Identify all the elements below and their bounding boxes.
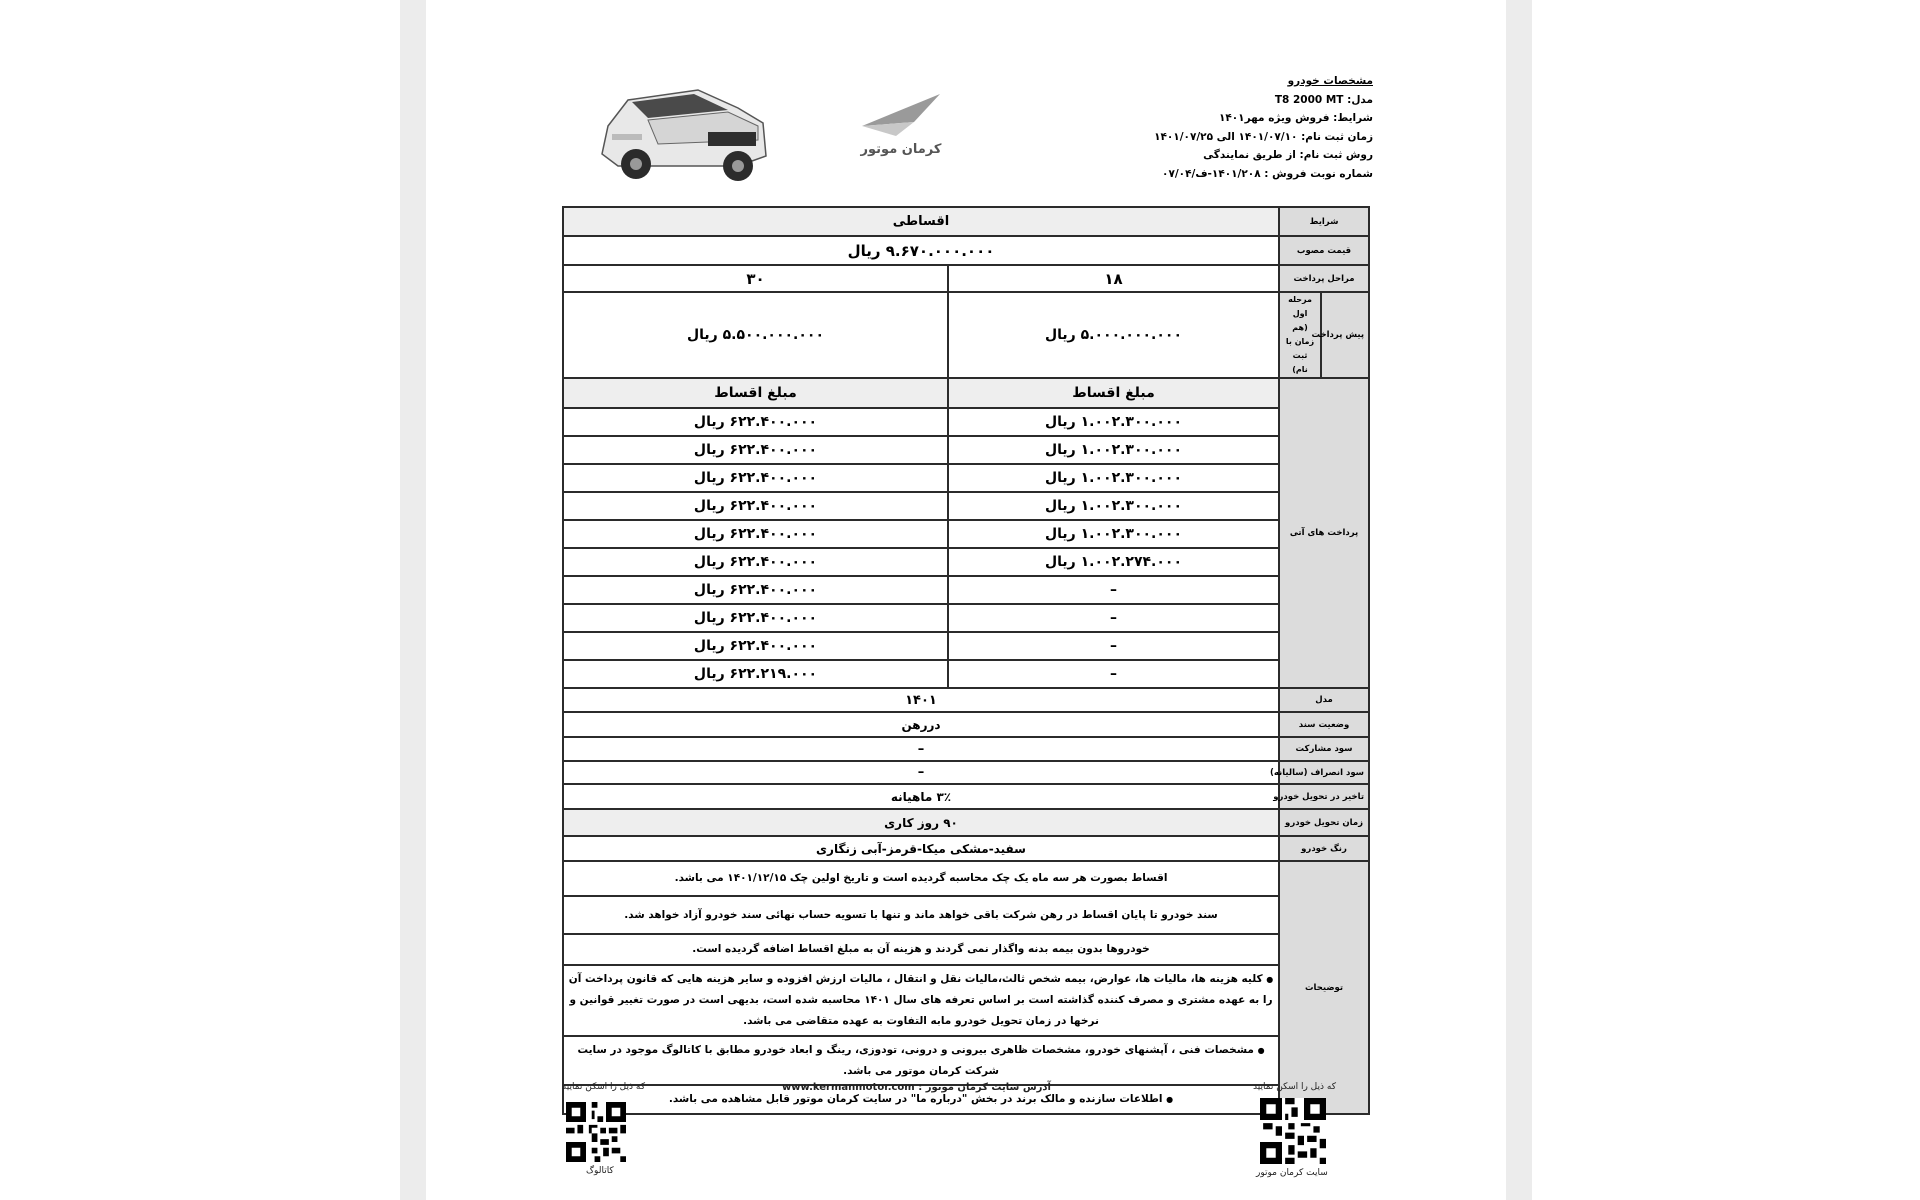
installment-18-cell: ۱.۰۰۲.۳۰۰.۰۰۰ ریال [948, 492, 1279, 520]
future-payments-label: پرداخت های آتی [1279, 378, 1369, 688]
delivery-time-label: زمان تحویل خودرو [1279, 809, 1369, 836]
installment-30-cell: ۶۲۲.۴۰۰.۰۰۰ ریال [563, 492, 948, 520]
table-row [563, 861, 1369, 896]
installment-header-30: مبلغ اقساط [563, 378, 948, 408]
website-url[interactable]: www.kermanmotor.com [782, 1082, 915, 1093]
table-row [563, 292, 1369, 378]
table-row [563, 809, 1369, 836]
table-row [563, 632, 1369, 660]
website-label: آدرس سایت کرمان موتور : [918, 1082, 1051, 1093]
note-text: اطلاعات سازنده و مالک برند در بخش "درباره ما" در سایت کرمان موتور قابل مشاهده می باشد. [668, 1093, 1163, 1105]
pickup-truck-image [588, 78, 778, 186]
note-item-bulleted [563, 965, 1279, 1036]
approved-price-label: قیمت مصوب [1279, 236, 1369, 265]
table-row [563, 784, 1369, 809]
car-color-value: سفید-مشکی میکا-قرمز-آبی زنگاری [563, 836, 1279, 861]
delivery-delay-label: تاخیر در تحویل خودرو [1279, 784, 1369, 809]
installment-30-cell: ۶۲۲.۴۰۰.۰۰۰ ریال [563, 464, 948, 492]
partnership-profit-value: – [563, 737, 1279, 761]
table-row [563, 207, 1369, 236]
table-row [563, 408, 1369, 436]
note-text: کلیه هزینه ها، مالیات ها، عوارض، بیمه شخص ثالث،مالیات نقل و انتقال ، مالیات ارزش افزوده و سایر هزینه هایی که قانون پرداخت آن را به عهده مشتری و مصرف کننده گذاشته است بر اساس تعرفه های سال ۱۴۰۱ محاسبه شده است، بدیهی است در صورت تغییر قوانین و نرخها در زمان تحویل خودرو مابه التفاوت به عهده متقاضی می باشد. [568, 973, 1273, 1027]
delivery-time-value: ۹۰ روز کاری [563, 809, 1279, 836]
table-row [563, 520, 1369, 548]
bullet-icon: ● [1257, 1045, 1265, 1055]
note-item: اقساط بصورت هر سه ماه یک چک محاسبه گردیده است و تاریخ اولین چک ۱۴۰۱/۱۲/۱۵ می باشد. [563, 861, 1279, 896]
car-color-label: رنگ خودرو [1279, 836, 1369, 861]
document-status-label: وضعیت سند [1279, 712, 1369, 737]
table-row [563, 604, 1369, 632]
note-item-bulleted [563, 1036, 1279, 1085]
site-qr-code-icon [1260, 1098, 1326, 1164]
conditions-label: شرایط [1279, 207, 1369, 236]
document-status-value: دررهن [563, 712, 1279, 737]
installment-18-cell: – [948, 632, 1279, 660]
table-row [563, 464, 1369, 492]
installment-30-cell: ۶۲۲.۴۰۰.۰۰۰ ریال [563, 604, 948, 632]
price-list-document [426, 0, 1506, 1200]
table-row [563, 737, 1369, 761]
prepayment-18-value: ۵.۰۰۰.۰۰۰.۰۰۰ ریال [948, 292, 1279, 378]
installment-30-cell: ۶۲۲.۴۰۰.۰۰۰ ریال [563, 632, 948, 660]
table-row [563, 688, 1369, 712]
table-row [563, 576, 1369, 604]
model-year-label: مدل [1279, 688, 1369, 712]
installment-18-cell: ۱.۰۰۲.۳۰۰.۰۰۰ ریال [948, 408, 1279, 436]
site-scan-caption: که ذیل را اسکن نمایید [1253, 1082, 1336, 1092]
cancellation-profit-label: سود انصراف (سالیانه) [1279, 761, 1369, 784]
partnership-profit-label: سود مشارکت [1279, 737, 1369, 761]
conditions-value: اقساطی [563, 207, 1279, 236]
note-item: خودروها بدون بیمه بدنه واگذار نمی گردند و هزینه آن به مبلغ اقساط اضافه گردیده است. [563, 934, 1279, 965]
table-row [563, 1036, 1369, 1085]
table-row [563, 965, 1369, 1036]
table-row [563, 492, 1369, 520]
logo-mark-icon [856, 90, 946, 140]
installment-18-cell: – [948, 604, 1279, 632]
table-row [563, 712, 1369, 737]
installment-30-cell: ۶۲۲.۲۱۹.۰۰۰ ریال [563, 660, 948, 688]
installment-30-cell: ۶۲۲.۴۰۰.۰۰۰ ریال [563, 520, 948, 548]
bullet-icon: ● [1266, 975, 1274, 984]
prepayment-30-value: ۵.۵۰۰.۰۰۰.۰۰۰ ریال [563, 292, 948, 378]
table-row [563, 265, 1369, 292]
right-margin-strip [1506, 0, 1532, 1200]
notes-label: توضیحات [1279, 861, 1369, 1114]
specs-title: مشخصات خودرو [1287, 75, 1373, 87]
installment-18-cell: ۱.۰۰۲.۳۰۰.۰۰۰ ریال [948, 436, 1279, 464]
note-item: سند خودرو تا پایان اقساط در رهن شرکت باقی خواهد ماند و تنها با تسویه حساب نهائی سند خودرو آزاد خواهد شد. [563, 896, 1279, 934]
specs-sale-number-line: شماره نوبت فروش : ۱۴۰۱/۲۰۸-ف/۰۷/۰۴ [1162, 167, 1373, 180]
model-year-value: ۱۴۰۱ [563, 688, 1279, 712]
installment-18-cell: ۱.۰۰۲.۳۰۰.۰۰۰ ریال [948, 464, 1279, 492]
note-text: مشخصات فنی ، آپشنهای خودرو، مشخصات ظاهری بیرونی و درونی، تودوزی، رینگ و ابعاد خودرو مطابق با کاتالوگ موجود در سایت شرکت کرمان موتور می باشد. [577, 1043, 1254, 1077]
left-margin-strip [400, 0, 426, 1200]
website-address [782, 1082, 1051, 1093]
kerman-motor-logo [856, 90, 946, 166]
installment-30-cell: ۶۲۲.۴۰۰.۰۰۰ ریال [563, 548, 948, 576]
installment-header-18: مبلغ اقساط [948, 378, 1279, 408]
installment-18-cell: – [948, 660, 1279, 688]
bullet-icon: ● [1166, 1095, 1174, 1104]
table-row [563, 548, 1369, 576]
catalog-scan-caption: که ذیل را اسکن نمایید [562, 1082, 645, 1092]
price-table [562, 206, 1370, 1115]
table-row [563, 934, 1369, 965]
specs-model-line: مدل: T8 2000 MT [1274, 93, 1373, 106]
site-qr-caption: سایت کرمان موتور [1256, 1168, 1328, 1178]
prepayment-stage-label: مرحله اول (هم زمان با ثبت نام) [1279, 292, 1321, 378]
installment-30-cell: ۶۲۲.۴۰۰.۰۰۰ ریال [563, 408, 948, 436]
table-row [563, 378, 1369, 408]
catalog-qr-code-icon [566, 1102, 626, 1162]
installment-30-cell: ۶۲۲.۴۰۰.۰۰۰ ریال [563, 436, 948, 464]
payment-stages-label: مراحل پرداخت [1279, 265, 1369, 292]
table-row [563, 836, 1369, 861]
table-row [563, 236, 1369, 265]
specs-conditions-line: شرایط: فروش ویژه مهر۱۴۰۱ [1218, 112, 1373, 124]
table-row [563, 896, 1369, 934]
table-row [563, 761, 1369, 784]
logo-text: کرمان موتور [860, 142, 942, 157]
cancellation-profit-value: – [563, 761, 1279, 784]
catalog-qr-caption: کاتالوگ [586, 1166, 614, 1176]
vehicle-specs-header [1154, 72, 1373, 183]
table-row [563, 660, 1369, 688]
stages-18-value: ۱۸ [948, 265, 1279, 292]
approved-price-value: ۹.۶۷۰.۰۰۰.۰۰۰ ریال [563, 236, 1279, 265]
stages-30-value: ۳۰ [563, 265, 948, 292]
installment-18-cell: ۱.۰۰۲.۳۰۰.۰۰۰ ریال [948, 520, 1279, 548]
specs-registration-method-line: روش ثبت نام: از طریق نمایندگی [1203, 149, 1373, 161]
table-row [563, 436, 1369, 464]
specs-registration-time-line: زمان ثبت نام: ۱۴۰۱/۰۷/۱۰ الی ۱۴۰۱/۰۷/۲۵ [1154, 130, 1373, 143]
prepayment-label: پیش پرداخت [1321, 292, 1369, 378]
delivery-delay-value: ۳٪ ماهیانه [563, 784, 1279, 809]
installment-30-cell: ۶۲۲.۴۰۰.۰۰۰ ریال [563, 576, 948, 604]
installment-18-cell: ۱.۰۰۲.۲۷۴.۰۰۰ ریال [948, 548, 1279, 576]
installment-18-cell: – [948, 576, 1279, 604]
